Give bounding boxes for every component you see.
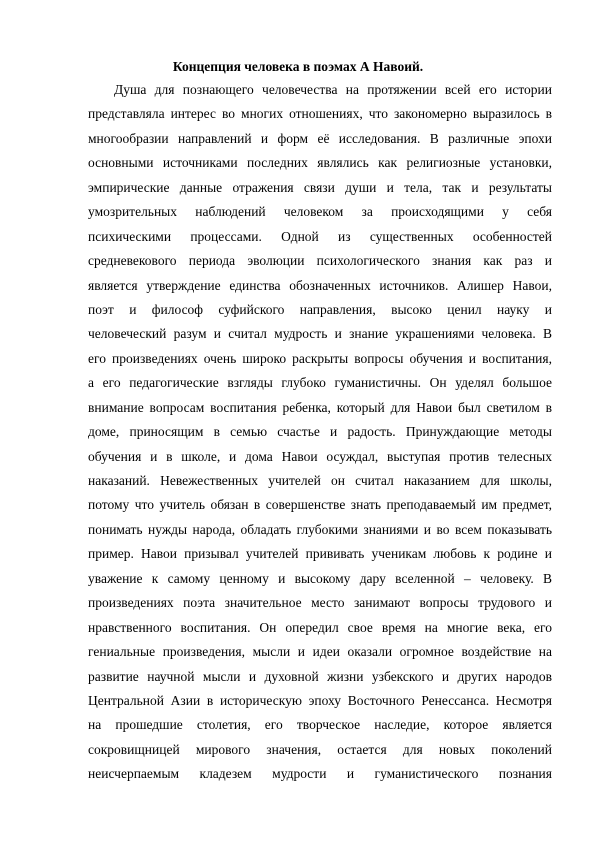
text-line: нравственного воспитания. Он опередил свое время на многие века, его <box>88 619 552 635</box>
text-line: произведениях поэта значительное место занимают вопросы трудового и <box>88 595 552 611</box>
text-line: эмпирические данные отражения связи души и тела, так и результаты <box>88 179 552 195</box>
text-line: внимание вопросам воспитания ребенка, который для Навои был светилом в <box>88 399 552 415</box>
text-line: гениальные произведения, мысли и идеи оказали огромное воздействие на <box>88 644 552 660</box>
text-line: наказаний. Невежественных учителей он считал наказанием для школы, <box>88 473 552 488</box>
text-line: развитие научной мысли и духовной жизни узбекского и других народов <box>88 668 552 684</box>
text-line: его произведениях очень широко раскрыты вопросы обучения и воспитания, <box>88 350 552 366</box>
text-line: Душа для познающего человечества на протяжении всей его истории <box>114 82 552 97</box>
text-line: представляла интерес во многих отношениях, что закономерно выразилось в <box>88 106 552 122</box>
text-line: пример. Навои призывал учителей прививать ученикам любовь к родине и <box>88 546 552 562</box>
text-line: психическими процессами. Одной из существенных особенностей <box>88 228 552 244</box>
text-line: сокровищницей мирового значения, остается для новых поколений <box>88 741 552 757</box>
text-line: средневекового периода эволюции психологического знания как раз и <box>88 253 552 269</box>
text-line: а его педагогические взгляды глубоко гуманистичны. Он уделял большое <box>88 375 552 391</box>
text-line: поэт и философ суфийского направления, высоко ценил науку и <box>88 301 552 317</box>
text-line: Центральной Азии в историческую эпоху Восточного Ренессанса. Несмотря <box>88 692 552 708</box>
text-line: понимать нужды народа, обладать глубокими знаниями и во всем показывать <box>88 521 552 537</box>
document-body <box>88 78 552 787</box>
text-line: человеческий разум и считал мудрость и знание украшениями человека. В <box>88 326 552 342</box>
text-line: на прошедшие столетия, его творческое наследие, которое является <box>88 717 552 733</box>
text-line: неисчерпаемым кладезем мудрости и гуманистического познания <box>88 766 552 782</box>
text-line: обучения и в школе, и дома Навои осуждал, выступая против телесных <box>88 448 552 464</box>
text-line: доме, приносящим в семью счастье и радость. Принуждающие методы <box>88 424 552 440</box>
text-line: многообразии направлений и форм её исследования. В различные эпохи <box>88 130 552 146</box>
text-line: является утверждение единства обозначенных источников. Алишер Навои, <box>88 277 552 293</box>
document-title: Концепция человека в поэмах А Навоий. <box>172 59 424 74</box>
text-line: потому что учитель обязан в совершенстве знать преподаваемый им предмет, <box>88 497 552 513</box>
text-line: уважение к самому ценному и высокому дару вселенной – человеку. В <box>88 570 552 586</box>
text-line: умозрительных наблюдений человеком за происходящими у себя <box>88 204 552 220</box>
text-line: основными источниками последних являлись как религиозные установки, <box>88 155 552 171</box>
